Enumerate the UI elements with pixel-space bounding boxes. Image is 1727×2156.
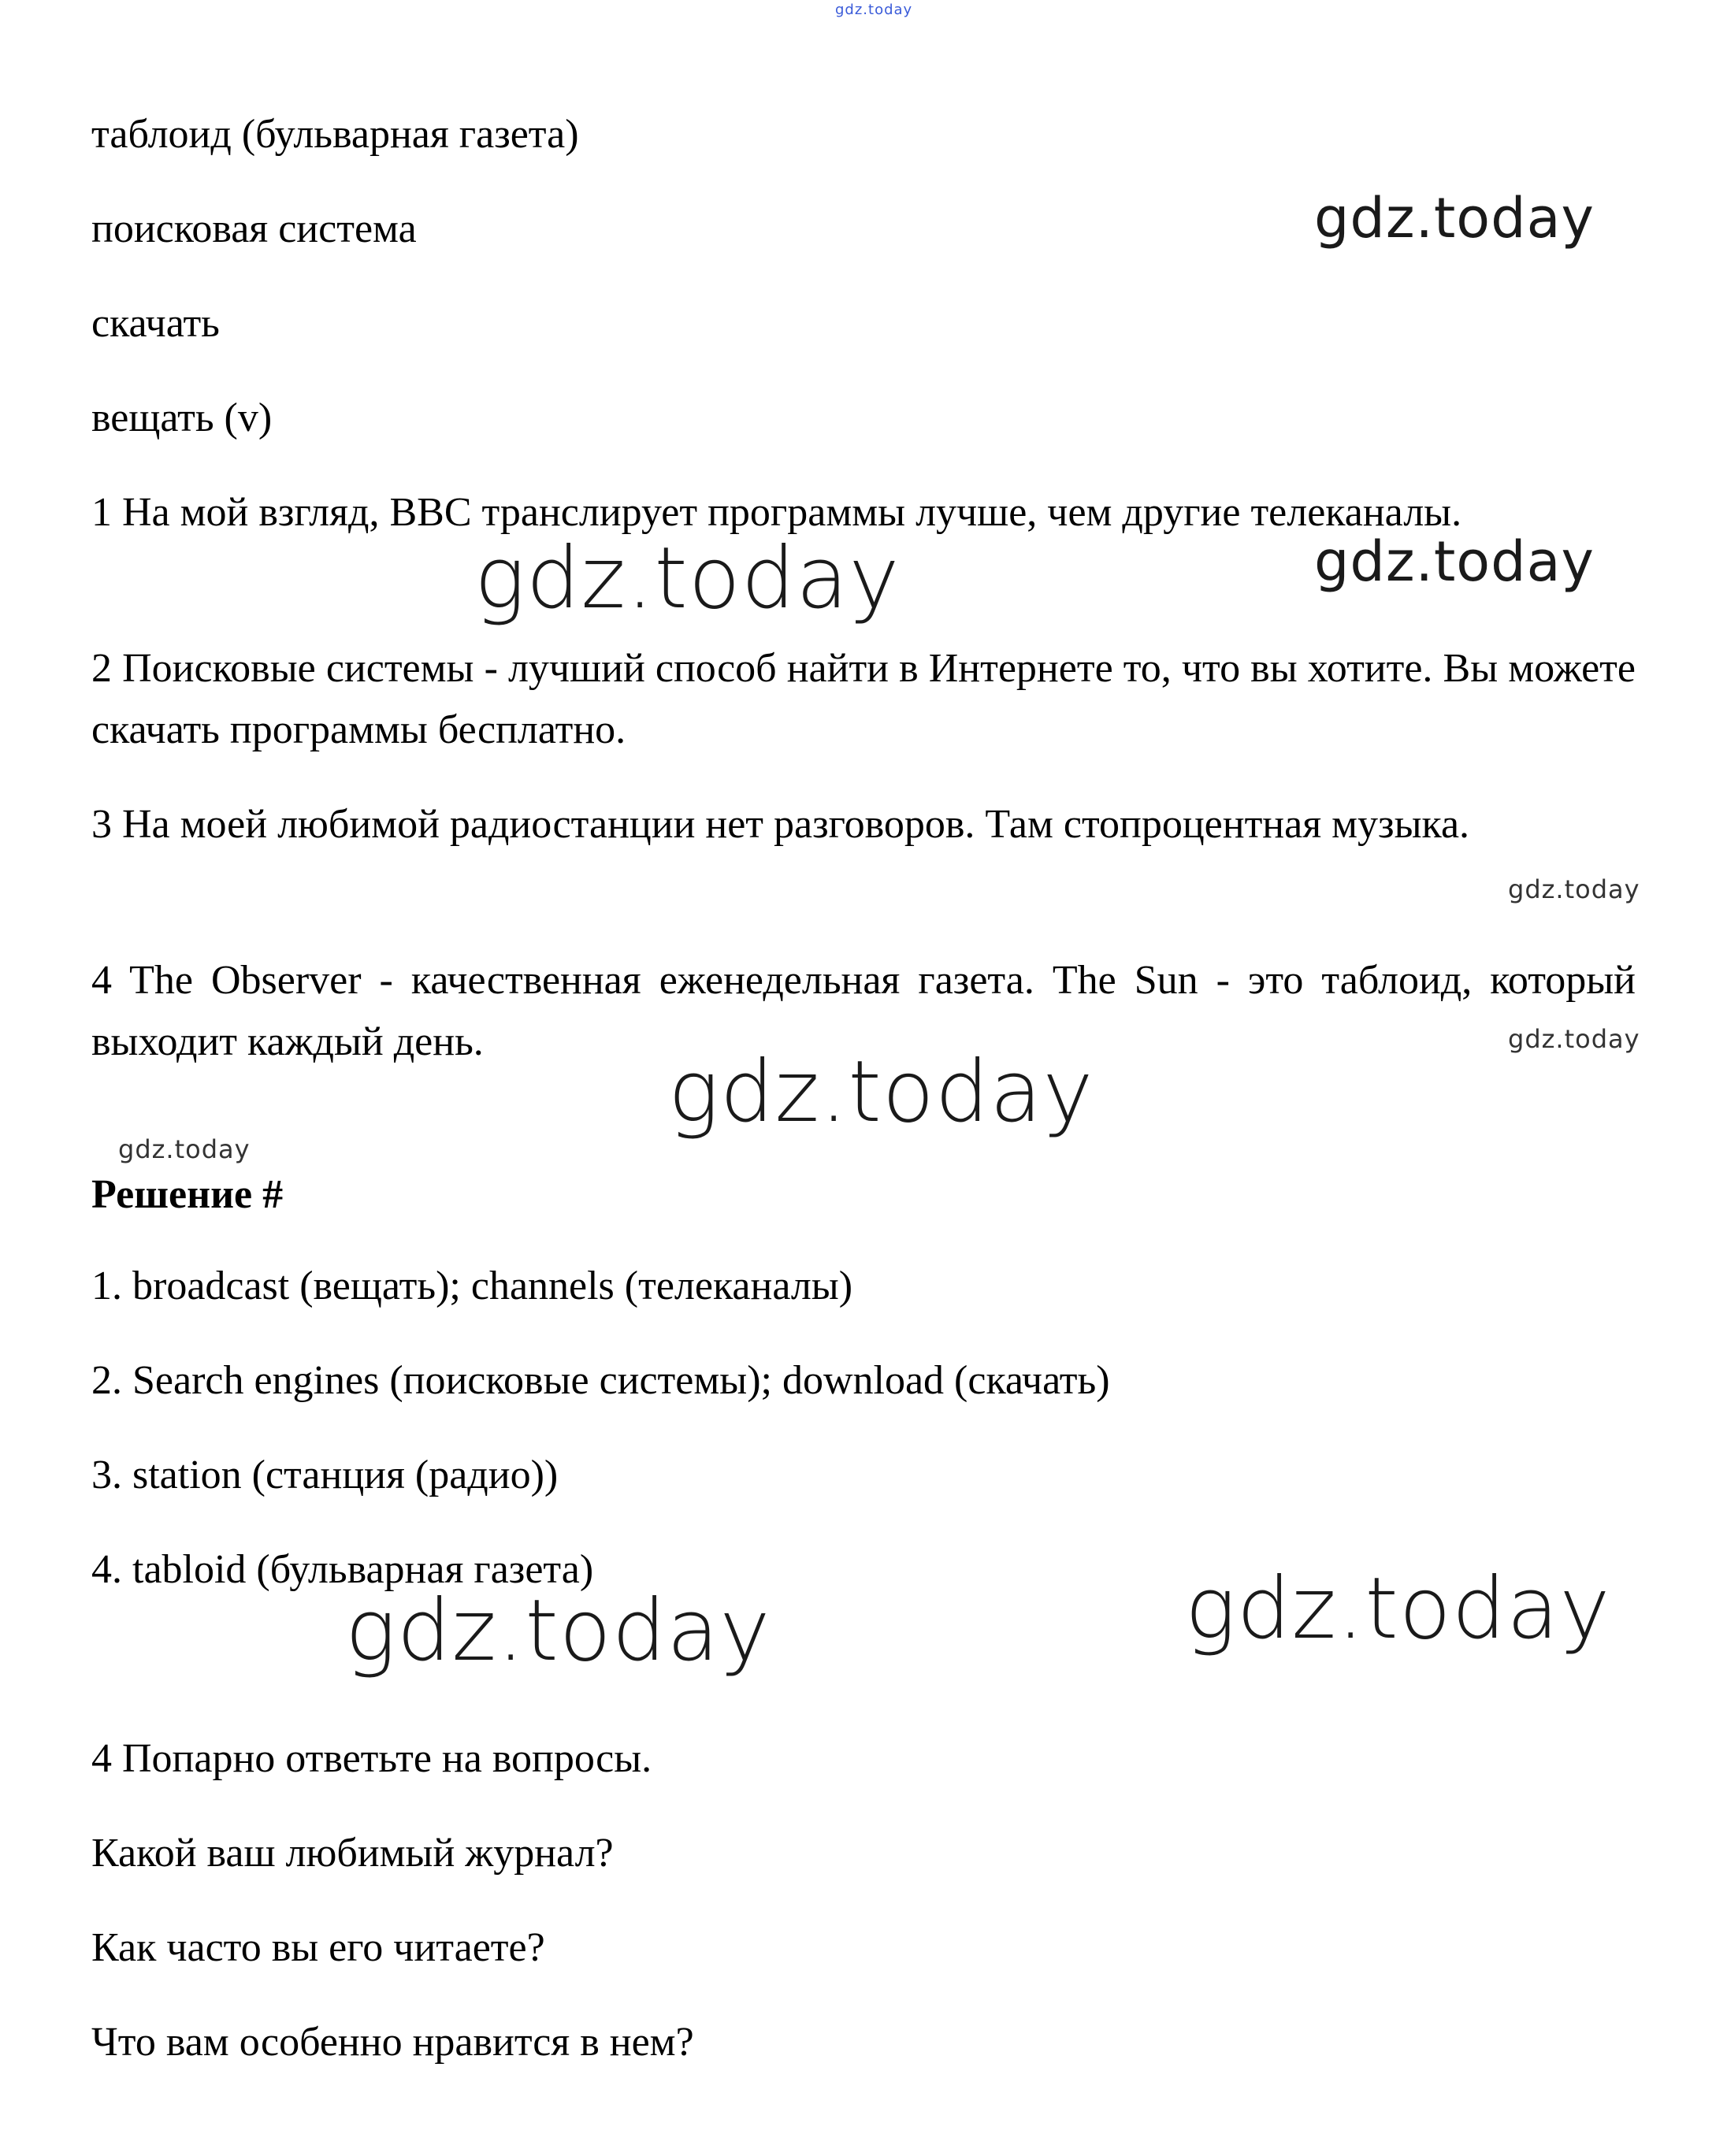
vocab-item: таблоид (бульварная газета) xyxy=(91,112,579,157)
sentence-2: 2 Поисковые системы - лучший способ найти в Интернете то, что вы хотите. Вы можете скачать программы бесплатно. xyxy=(91,646,1636,752)
watermark-top: gdz.today xyxy=(835,2,913,18)
question-item: Как часто вы его читаете? xyxy=(91,1925,545,1970)
sentence-3: 3 На моей любимой радиостанции нет разговоров. Там стопроцентная музыка. xyxy=(91,802,1470,847)
watermark: gdz.today xyxy=(1314,529,1595,594)
watermark: gdz.today xyxy=(345,1582,771,1680)
answer-item: 1. broadcast (вещать); channels (телеканалы) xyxy=(91,1264,853,1308)
watermark: gdz.today xyxy=(118,1134,251,1164)
solution-heading: Решение # xyxy=(91,1172,284,1217)
question-item: Что вам особенно нравится в нем? xyxy=(91,2020,694,2065)
watermark: gdz.today xyxy=(668,1043,1094,1141)
watermark: gdz.today xyxy=(1508,1024,1640,1054)
sentence-4: 4 The Observer - качественная еженедельная газета. The Sun - это таблоид, который выходит каждый день. xyxy=(91,958,1636,1064)
task-title: 4 Попарно ответьте на вопросы. xyxy=(91,1736,652,1781)
sentence-1: 1 На мой взгляд, BBC транслирует программы лучше, чем другие телеканалы. xyxy=(91,490,1462,535)
watermark: gdz.today xyxy=(1508,874,1640,904)
vocab-item: скачать xyxy=(91,301,220,346)
answer-item: 4. tabloid (бульварная газета) xyxy=(91,1547,594,1592)
answer-item: 2. Search engines (поисковые системы); download (скачать) xyxy=(91,1358,1110,1403)
answer-item: 3. station (станция (радио)) xyxy=(91,1453,559,1497)
question-item: Какой ваш любимый журнал? xyxy=(91,1831,614,1876)
vocab-item: вещать (v) xyxy=(91,395,273,440)
watermark: gdz.today xyxy=(1314,186,1595,250)
watermark: gdz.today xyxy=(1185,1560,1611,1658)
watermark: gdz.today xyxy=(474,529,901,628)
vocab-item: поисковая система xyxy=(91,206,417,251)
